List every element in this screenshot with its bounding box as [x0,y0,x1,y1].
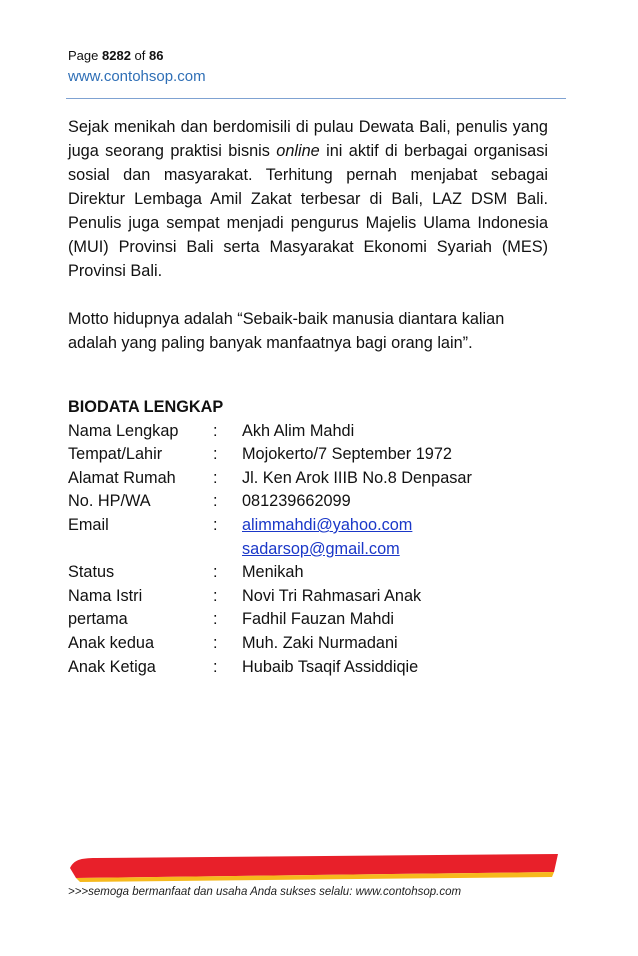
biodata-key: pertama [68,610,128,629]
biodata-row [68,490,548,514]
page-number: Page 8282 of 86 [68,48,164,63]
biodata-row [68,632,548,656]
biodata-row [68,420,548,444]
biodata-value: Menikah [242,563,304,582]
biodata-colon: : [213,421,218,440]
site-url-link[interactable]: www.contohsop.com [68,68,206,85]
biodata-row [68,585,548,609]
biodata-value: Fadhil Fauzan Mahdi [242,610,395,629]
biodata-colon: : [213,563,218,582]
biodata-colon: : [213,445,218,464]
biodata-colon: : [213,657,218,676]
biodata-value: Novi Tri Rahmasari Anak [242,586,422,605]
biodata-table [68,420,548,680]
biodata-colon: : [213,633,218,652]
biodata-row [68,656,548,680]
biodata-colon [213,538,242,562]
biodata-section [68,396,548,679]
biodata-key: No. HP/WA [68,492,151,511]
biodata-key: Anak Ketiga [68,657,156,676]
biodata-row [68,608,548,632]
biodata-key: Nama Lengkap [68,421,179,440]
biodata-row [68,538,548,562]
biodata-key: Tempat/Lahir [68,445,163,464]
biodata-value: Mojokerto/7 September 1972 [242,445,452,464]
biodata-colon: : [213,586,218,605]
biodata-row [68,443,548,467]
email-link[interactable]: alimmahdi@yahoo.com [242,515,413,534]
biodata-key [68,538,213,562]
header-divider [66,98,566,99]
biodata-key: Alamat Rumah [68,468,176,487]
biodata-key: Email [68,515,109,534]
biodata-row [68,561,548,585]
biodata-colon: : [213,468,218,487]
body-text [68,115,548,355]
footer-text: >>>semoga bermanfaat dan usaha Anda sukses selalu: www.contohsop.com [68,886,462,898]
biodata-row [68,467,548,491]
page-header [68,48,206,87]
biodata-value: Jl. Ken Arok IIIB No.8 Denpasar [242,468,472,487]
biodata-colon: : [213,515,218,534]
biodata-row [68,514,548,538]
paragraph-biography: Sejak menikah dan berdomisili di pulau Dewata Bali, penulis yang juga seorang praktisi bisnis online ini aktif di berbagai organisasi sosial dan masyarakat. Terhitung pernah menjabat sebagai Direktur Lembaga Amil Zakat terbesar di Bali, LAZ DSM Bali. Penulis juga sempat menjadi pengurus Majelis Ulama Indonesia (MUI) Provinsi Bali serta Masyarakat Ekonomi Syariah (MES) Provinsi Bali. [68,118,548,280]
biodata-value: Muh. Zaki Nurmadani [242,633,398,652]
biodata-value: Hubaib Tsaqif Assiddiqie [242,657,419,676]
biodata-title: BIODATA LENGKAP [68,398,224,416]
biodata-colon: : [213,492,218,511]
biodata-value: 081239662099 [242,492,351,511]
biodata-key: Anak kedua [68,633,154,652]
biodata-colon: : [213,610,218,629]
email-link[interactable]: sadarsop@gmail.com [242,539,400,558]
footer-stripe [66,850,566,890]
paragraph-motto: Motto hidupnya adalah “Sebaik-baik manusia diantara kalian adalah yang paling banyak manfaatnya bagi orang lain”. [68,310,505,352]
biodata-key: Status [68,563,115,582]
biodata-value: Akh Alim Mahdi [242,421,355,440]
biodata-key: Nama Istri [68,586,143,605]
